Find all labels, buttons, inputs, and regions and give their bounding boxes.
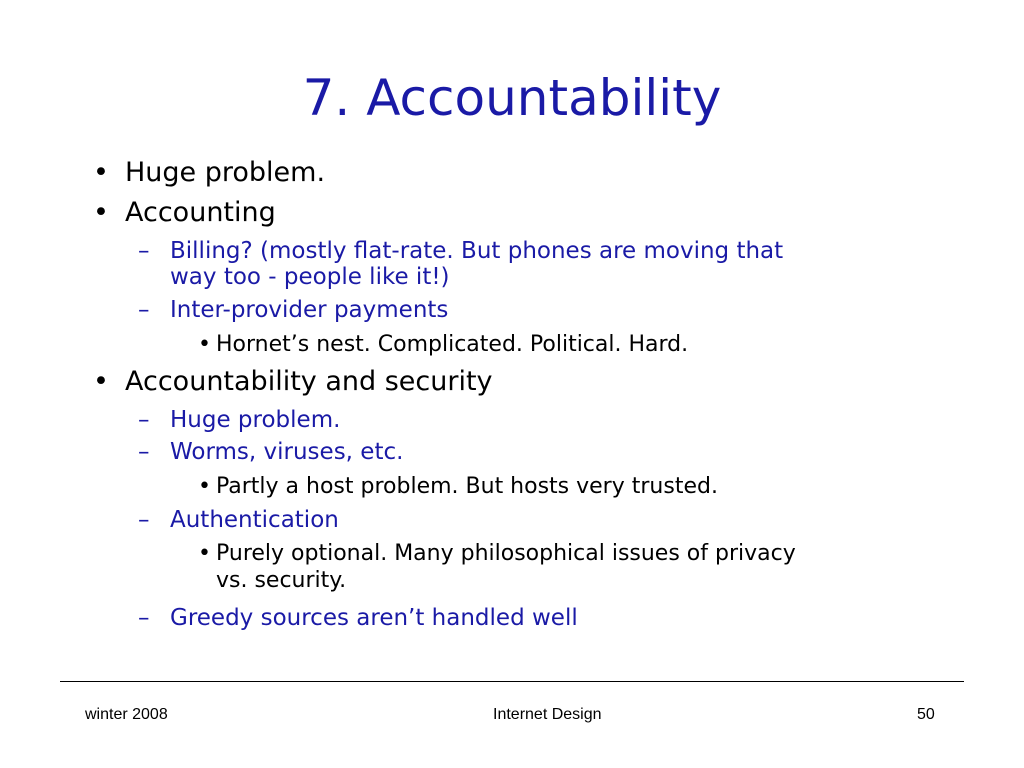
- sub-sub-item-continuation: [216, 567, 346, 595]
- bullet-text: Accounting: [125, 197, 276, 228]
- dash-marker: –: [138, 439, 150, 465]
- sub-item: [138, 406, 341, 434]
- bullet-marker: •: [93, 366, 109, 397]
- footer-divider: [60, 681, 964, 682]
- sub-sub-item-text: Hornet’s nest. Complicated. Political. Hard.: [216, 332, 689, 357]
- sub-sub-item: [198, 540, 796, 568]
- bullet-marker: •: [93, 157, 109, 188]
- dash-marker: –: [138, 507, 150, 533]
- sub-item: [138, 604, 578, 632]
- sub-item: [138, 296, 449, 324]
- bullet-item: [93, 196, 276, 230]
- sub-sub-item-text: Purely optional. Many philosophical issues of privacy: [216, 541, 796, 566]
- bullet-text: Accountability and security: [125, 366, 493, 397]
- sub-item-text: Greedy sources aren’t handled well: [170, 605, 578, 631]
- sub-item-text: Authentication: [170, 507, 339, 533]
- dash-marker: –: [138, 238, 150, 264]
- dash-marker: –: [138, 407, 150, 433]
- sub-item-continuation: [170, 263, 450, 291]
- bullet-marker: •: [198, 474, 211, 499]
- sub-item-text: Huge problem.: [170, 407, 341, 433]
- footer-date: winter 2008: [85, 706, 168, 723]
- bullet-marker: •: [93, 197, 109, 228]
- bullet-item: [93, 365, 493, 399]
- sub-item: [138, 237, 784, 265]
- slide-number: 50: [917, 706, 935, 723]
- sub-item: [138, 438, 404, 466]
- bullet-marker: •: [198, 332, 211, 357]
- footer-course-title: Internet Design: [493, 706, 602, 723]
- bullet-marker: •: [198, 541, 211, 566]
- slide-title: 7. Accountability: [302, 69, 722, 127]
- sub-sub-item: [198, 331, 689, 359]
- dash-marker: –: [138, 297, 150, 323]
- bullet-text: Huge problem.: [125, 157, 326, 188]
- bullet-item: [93, 156, 326, 190]
- sub-sub-item: [198, 473, 718, 501]
- sub-item-text: Inter-provider payments: [170, 297, 449, 323]
- sub-sub-item-text: vs. security.: [216, 568, 347, 593]
- sub-item-text: Worms, viruses, etc.: [170, 439, 404, 465]
- sub-item: [138, 506, 339, 534]
- sub-sub-item-text: Partly a host problem. But hosts very trusted.: [216, 474, 718, 499]
- dash-marker: –: [138, 605, 150, 631]
- sub-item-text: way too - people like it!): [170, 264, 450, 290]
- sub-item-text: Billing? (mostly flat-rate. But phones are moving that: [170, 238, 784, 264]
